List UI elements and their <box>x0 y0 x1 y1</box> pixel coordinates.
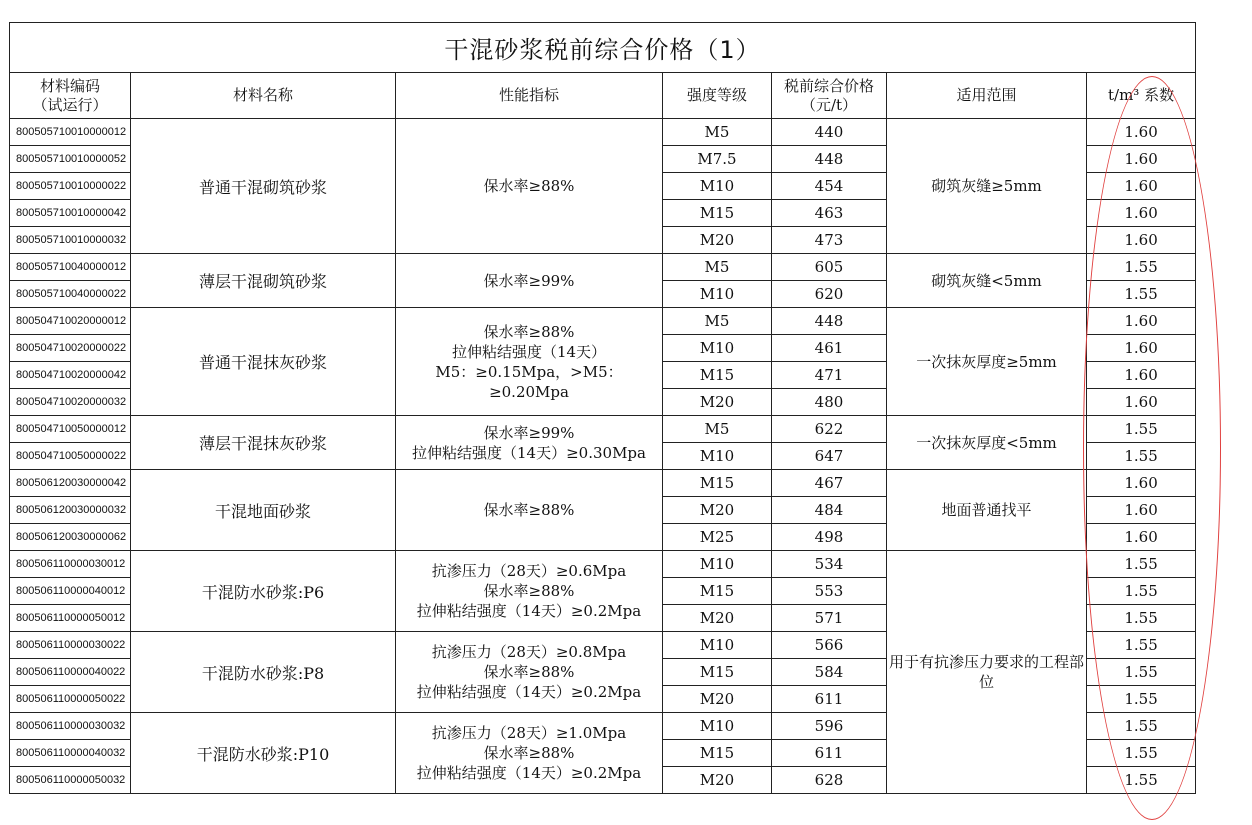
material-code: 800506110000030032 <box>10 713 131 740</box>
price-value: 620 <box>772 281 887 308</box>
strength-grade: M5 <box>663 308 772 335</box>
price-value: 467 <box>772 470 887 497</box>
performance-line: 保水率≥88% <box>483 663 575 681</box>
strength-grade: M20 <box>663 605 772 632</box>
performance-cell <box>396 416 663 470</box>
material-code: 800506110000040022 <box>10 659 131 686</box>
coefficient-value: 1.60 <box>1087 362 1196 389</box>
price-value: 534 <box>772 551 887 578</box>
material-code: 800506110000030022 <box>10 632 131 659</box>
material-code: 800505710010000022 <box>10 173 131 200</box>
price-value: 647 <box>772 443 887 470</box>
material-code: 800505710010000042 <box>10 200 131 227</box>
price-value: 628 <box>772 767 887 794</box>
performance-line: 保水率≥88% <box>483 582 575 600</box>
price-value: 611 <box>772 740 887 767</box>
strength-grade: M10 <box>663 443 772 470</box>
price-value: 584 <box>772 659 887 686</box>
strength-grade: M15 <box>663 740 772 767</box>
price-value: 463 <box>772 200 887 227</box>
price-value: 484 <box>772 497 887 524</box>
price-value: 440 <box>772 119 887 146</box>
strength-grade: M7.5 <box>663 146 772 173</box>
material-name: 干混防水砂浆:P10 <box>131 713 396 794</box>
application-scope: 砌筑灰缝<5mm <box>887 254 1087 308</box>
price-value: 553 <box>772 578 887 605</box>
price-value: 611 <box>772 686 887 713</box>
performance-cell <box>396 470 663 551</box>
strength-grade: M20 <box>663 686 772 713</box>
material-code: 800506120030000032 <box>10 497 131 524</box>
material-code: 800505710010000032 <box>10 227 131 254</box>
performance-cell <box>396 632 663 713</box>
coefficient-value: 1.55 <box>1087 740 1196 767</box>
coefficient-value: 1.55 <box>1087 713 1196 740</box>
strength-grade: M15 <box>663 200 772 227</box>
table-row <box>10 551 1196 578</box>
application-scope: 地面普通找平 <box>887 470 1087 551</box>
strength-grade: M20 <box>663 497 772 524</box>
performance-cell <box>396 308 663 416</box>
header-name: 材料名称 <box>131 73 396 119</box>
performance-line: 抗渗压力（28天）≥0.6Mpa <box>431 562 627 580</box>
material-code: 800506110000030012 <box>10 551 131 578</box>
performance-cell <box>396 713 663 794</box>
table-row <box>10 119 1196 146</box>
performance-line: 拉伸粘结强度（14天）≥0.2Mpa <box>416 764 642 782</box>
coefficient-value: 1.55 <box>1087 632 1196 659</box>
coefficient-value: 1.60 <box>1087 173 1196 200</box>
material-name: 干混地面砂浆 <box>131 470 396 551</box>
coefficient-value: 1.60 <box>1087 227 1196 254</box>
performance-cell <box>396 119 663 254</box>
price-sheet <box>9 22 1195 794</box>
price-value: 461 <box>772 335 887 362</box>
strength-grade: M25 <box>663 524 772 551</box>
header-price-line2: （元/t） <box>800 95 858 114</box>
material-code: 800505710010000052 <box>10 146 131 173</box>
coefficient-value: 1.55 <box>1087 254 1196 281</box>
coefficient-value: 1.60 <box>1087 389 1196 416</box>
strength-grade: M5 <box>663 254 772 281</box>
strength-grade: M5 <box>663 119 772 146</box>
table-row <box>10 254 1196 281</box>
strength-grade: M15 <box>663 659 772 686</box>
application-scope: 用于有抗渗压力要求的工程部位 <box>887 551 1087 794</box>
material-name: 薄层干混砌筑砂浆 <box>131 254 396 308</box>
coefficient-value: 1.55 <box>1087 686 1196 713</box>
strength-grade: M10 <box>663 551 772 578</box>
coefficient-value: 1.55 <box>1087 659 1196 686</box>
strength-grade: M10 <box>663 713 772 740</box>
table-row <box>10 470 1196 497</box>
material-name: 干混防水砂浆:P6 <box>131 551 396 632</box>
material-name: 干混防水砂浆:P8 <box>131 632 396 713</box>
strength-grade: M20 <box>663 389 772 416</box>
coefficient-value: 1.55 <box>1087 443 1196 470</box>
price-value: 566 <box>772 632 887 659</box>
coefficient-value: 1.55 <box>1087 281 1196 308</box>
strength-grade: M5 <box>663 416 772 443</box>
material-name: 普通干混砌筑砂浆 <box>131 119 396 254</box>
strength-grade: M10 <box>663 335 772 362</box>
coefficient-value: 1.55 <box>1087 767 1196 794</box>
performance-line: 拉伸粘结强度（14天） <box>451 342 607 361</box>
performance-line: 保水率≥88% <box>483 501 575 519</box>
header-coef: t/m³ 系数 <box>1087 73 1196 119</box>
material-code: 800505710040000022 <box>10 281 131 308</box>
price-table <box>9 22 1196 794</box>
price-value: 571 <box>772 605 887 632</box>
performance-cell <box>396 551 663 632</box>
header-price-line1: 税前综合价格 <box>783 76 874 95</box>
header-price <box>772 73 887 119</box>
coefficient-value: 1.60 <box>1087 308 1196 335</box>
strength-grade: M10 <box>663 281 772 308</box>
material-code: 800505710040000012 <box>10 254 131 281</box>
material-code: 800504710050000022 <box>10 443 131 470</box>
header-code <box>10 73 131 119</box>
strength-grade: M20 <box>663 227 772 254</box>
price-value: 498 <box>772 524 887 551</box>
coefficient-value: 1.60 <box>1087 497 1196 524</box>
application-scope: 砌筑灰缝≥5mm <box>887 119 1087 254</box>
performance-line: 抗渗压力（28天）≥1.0Mpa <box>431 724 627 742</box>
strength-grade: M15 <box>663 362 772 389</box>
header-scope: 适用范围 <box>887 73 1087 119</box>
header-row <box>10 73 1196 119</box>
price-value: 622 <box>772 416 887 443</box>
table-body <box>10 119 1196 794</box>
header-grade: 强度等级 <box>663 73 772 119</box>
coefficient-value: 1.60 <box>1087 335 1196 362</box>
strength-grade: M20 <box>663 767 772 794</box>
header-performance: 性能指标 <box>396 73 663 119</box>
material-code: 800506110000050022 <box>10 686 131 713</box>
material-code: 800504710050000012 <box>10 416 131 443</box>
price-value: 473 <box>772 227 887 254</box>
performance-line: 保水率≥99% <box>483 423 575 442</box>
material-name: 薄层干混抹灰砂浆 <box>131 416 396 470</box>
performance-line: 拉伸粘结强度（14天）≥0.30Mpa <box>412 443 646 462</box>
coefficient-value: 1.55 <box>1087 551 1196 578</box>
coefficient-value: 1.55 <box>1087 578 1196 605</box>
price-value: 605 <box>772 254 887 281</box>
material-name: 普通干混抹灰砂浆 <box>131 308 396 416</box>
strength-grade: M10 <box>663 173 772 200</box>
material-code: 800504710020000012 <box>10 308 131 335</box>
strength-grade: M10 <box>663 632 772 659</box>
performance-line: M5：≥0.15Mpa，>M5：≥0.20Mpa <box>435 362 623 401</box>
performance-line: 拉伸粘结强度（14天）≥0.2Mpa <box>416 602 642 620</box>
coefficient-value: 1.60 <box>1087 146 1196 173</box>
coefficient-value: 1.60 <box>1087 470 1196 497</box>
performance-line: 保水率≥88% <box>483 322 575 341</box>
material-code: 800506110000040032 <box>10 740 131 767</box>
table-row <box>10 416 1196 443</box>
material-code: 800506110000050032 <box>10 767 131 794</box>
coefficient-value: 1.60 <box>1087 200 1196 227</box>
price-value: 448 <box>772 308 887 335</box>
material-code: 800506120030000062 <box>10 524 131 551</box>
performance-line: 保水率≥88% <box>483 744 575 762</box>
price-value: 596 <box>772 713 887 740</box>
material-code: 800504710020000042 <box>10 362 131 389</box>
material-code: 800506120030000042 <box>10 470 131 497</box>
price-value: 454 <box>772 173 887 200</box>
performance-line: 抗渗压力（28天）≥0.8Mpa <box>431 643 627 661</box>
table-row <box>10 308 1196 335</box>
strength-grade: M15 <box>663 470 772 497</box>
material-code: 800504710020000032 <box>10 389 131 416</box>
performance-line: 保水率≥99% <box>483 271 575 290</box>
performance-cell <box>396 254 663 308</box>
material-code: 800506110000050012 <box>10 605 131 632</box>
header-code-line2: （试运行） <box>32 95 108 114</box>
coefficient-value: 1.55 <box>1087 416 1196 443</box>
material-code: 800504710020000022 <box>10 335 131 362</box>
material-code: 800506110000040012 <box>10 578 131 605</box>
price-value: 480 <box>772 389 887 416</box>
application-scope: 一次抹灰厚度<5mm <box>887 416 1087 470</box>
application-scope: 一次抹灰厚度≥5mm <box>887 308 1087 416</box>
performance-line: 保水率≥88% <box>483 177 575 195</box>
coefficient-value: 1.60 <box>1087 524 1196 551</box>
price-value: 471 <box>772 362 887 389</box>
coefficient-value: 1.55 <box>1087 605 1196 632</box>
page-title: 干混砂浆税前综合价格（1） <box>10 23 1196 73</box>
performance-line: 拉伸粘结强度（14天）≥0.2Mpa <box>416 683 642 701</box>
coefficient-value: 1.60 <box>1087 119 1196 146</box>
header-code-line1: 材料编码 <box>39 76 100 95</box>
price-value: 448 <box>772 146 887 173</box>
strength-grade: M15 <box>663 578 772 605</box>
material-code: 80050571001000001​2 <box>10 119 131 146</box>
